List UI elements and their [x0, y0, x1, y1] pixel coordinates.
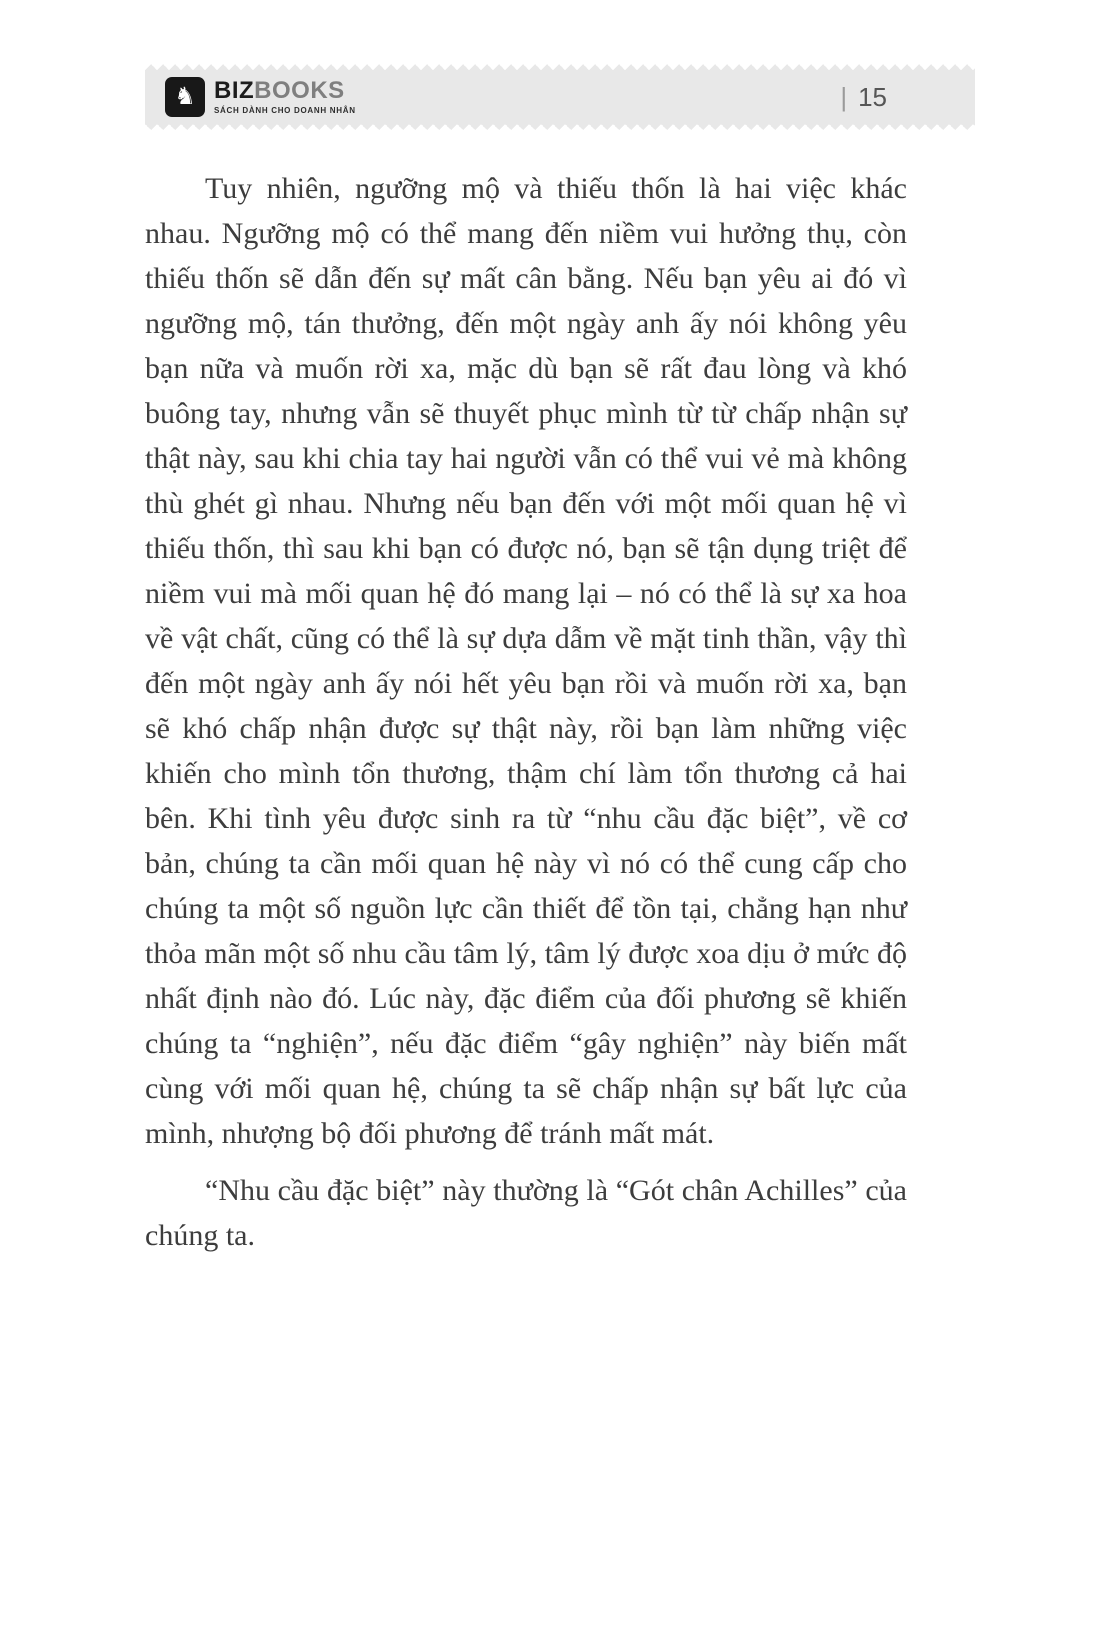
page-number [840, 82, 887, 113]
page-number-separator: | [840, 81, 848, 112]
brand-text [214, 79, 356, 115]
brand-biz: BIZ [214, 77, 255, 104]
brand-books: BOOKS [254, 77, 345, 104]
brand-name [214, 79, 356, 103]
page-number-value: 15 [858, 81, 887, 112]
bizbooks-logo-icon [165, 77, 205, 117]
brand-tagline: SÁCH DÀNH CHO DOANH NHÂN [214, 106, 356, 115]
body-paragraph-2: “Nhu cầu đặc biệt” này thường là “Gót chân Achilles” của chúng ta. [145, 1174, 907, 1252]
page-header [145, 70, 975, 124]
page-body-text [145, 166, 907, 1258]
bizbooks-logo [165, 77, 356, 117]
body-paragraph-1: Tuy nhiên, ngưỡng mộ và thiếu thốn là hai việc khác nhau. Ngưỡng mộ có thể mang đến niềm vui hưởng thụ, còn thiếu thốn sẽ dẫn đến sự mất cân bằng. Nếu bạn yêu ai đó vì ngưỡng mộ, tán thưởng, đến một ngày anh ấy nói không yêu bạn nữa và muốn rời xa, mặc dù bạn sẽ rất đau lòng và khó buông tay, nhưng vẫn sẽ thuyết phục mình từ từ chấp nhận sự thật này, sau khi chia tay hai người vẫn có thể vui vẻ mà không thù ghét gì nhau. Nhưng nếu bạn đến với một mối quan hệ vì thiếu thốn, thì sau khi bạn có được nó, bạn sẽ tận dụng triệt để niềm vui mà mối quan hệ đó mang lại – nó có thể là sự xa hoa về vật chất, cũng có thể là sự dựa dẫm về mặt tinh thần, vậy thì đến một ngày anh ấy nói hết yêu bạn rồi và muốn rời xa, bạn sẽ khó chấp nhận được sự thật này, rồi bạn làm những việc khiến cho mình tổn thương, thậm chí làm tổn thương cả hai bên. Khi tình yêu được sinh ra từ “nhu cầu đặc biệt”, về cơ bản, chúng ta cần mối quan hệ này vì nó có thể cung cấp cho chúng ta một số nguồn lực cần thiết để tồn tại, chẳng hạn như thỏa mãn một số nhu cầu tâm lý, tâm lý được xoa dịu ở mức độ nhất định nào đó. Lúc này, đặc điểm của đối phương sẽ khiến chúng ta “nghiện”, nếu đặc điểm “gây nghiện” này biến mất cùng với mối quan hệ, chúng ta sẽ chấp nhận sự bất lực của mình, nhượng bộ đối phương để tránh mất mát. [145, 172, 907, 1150]
logo-glyph: ♞ [174, 84, 196, 110]
